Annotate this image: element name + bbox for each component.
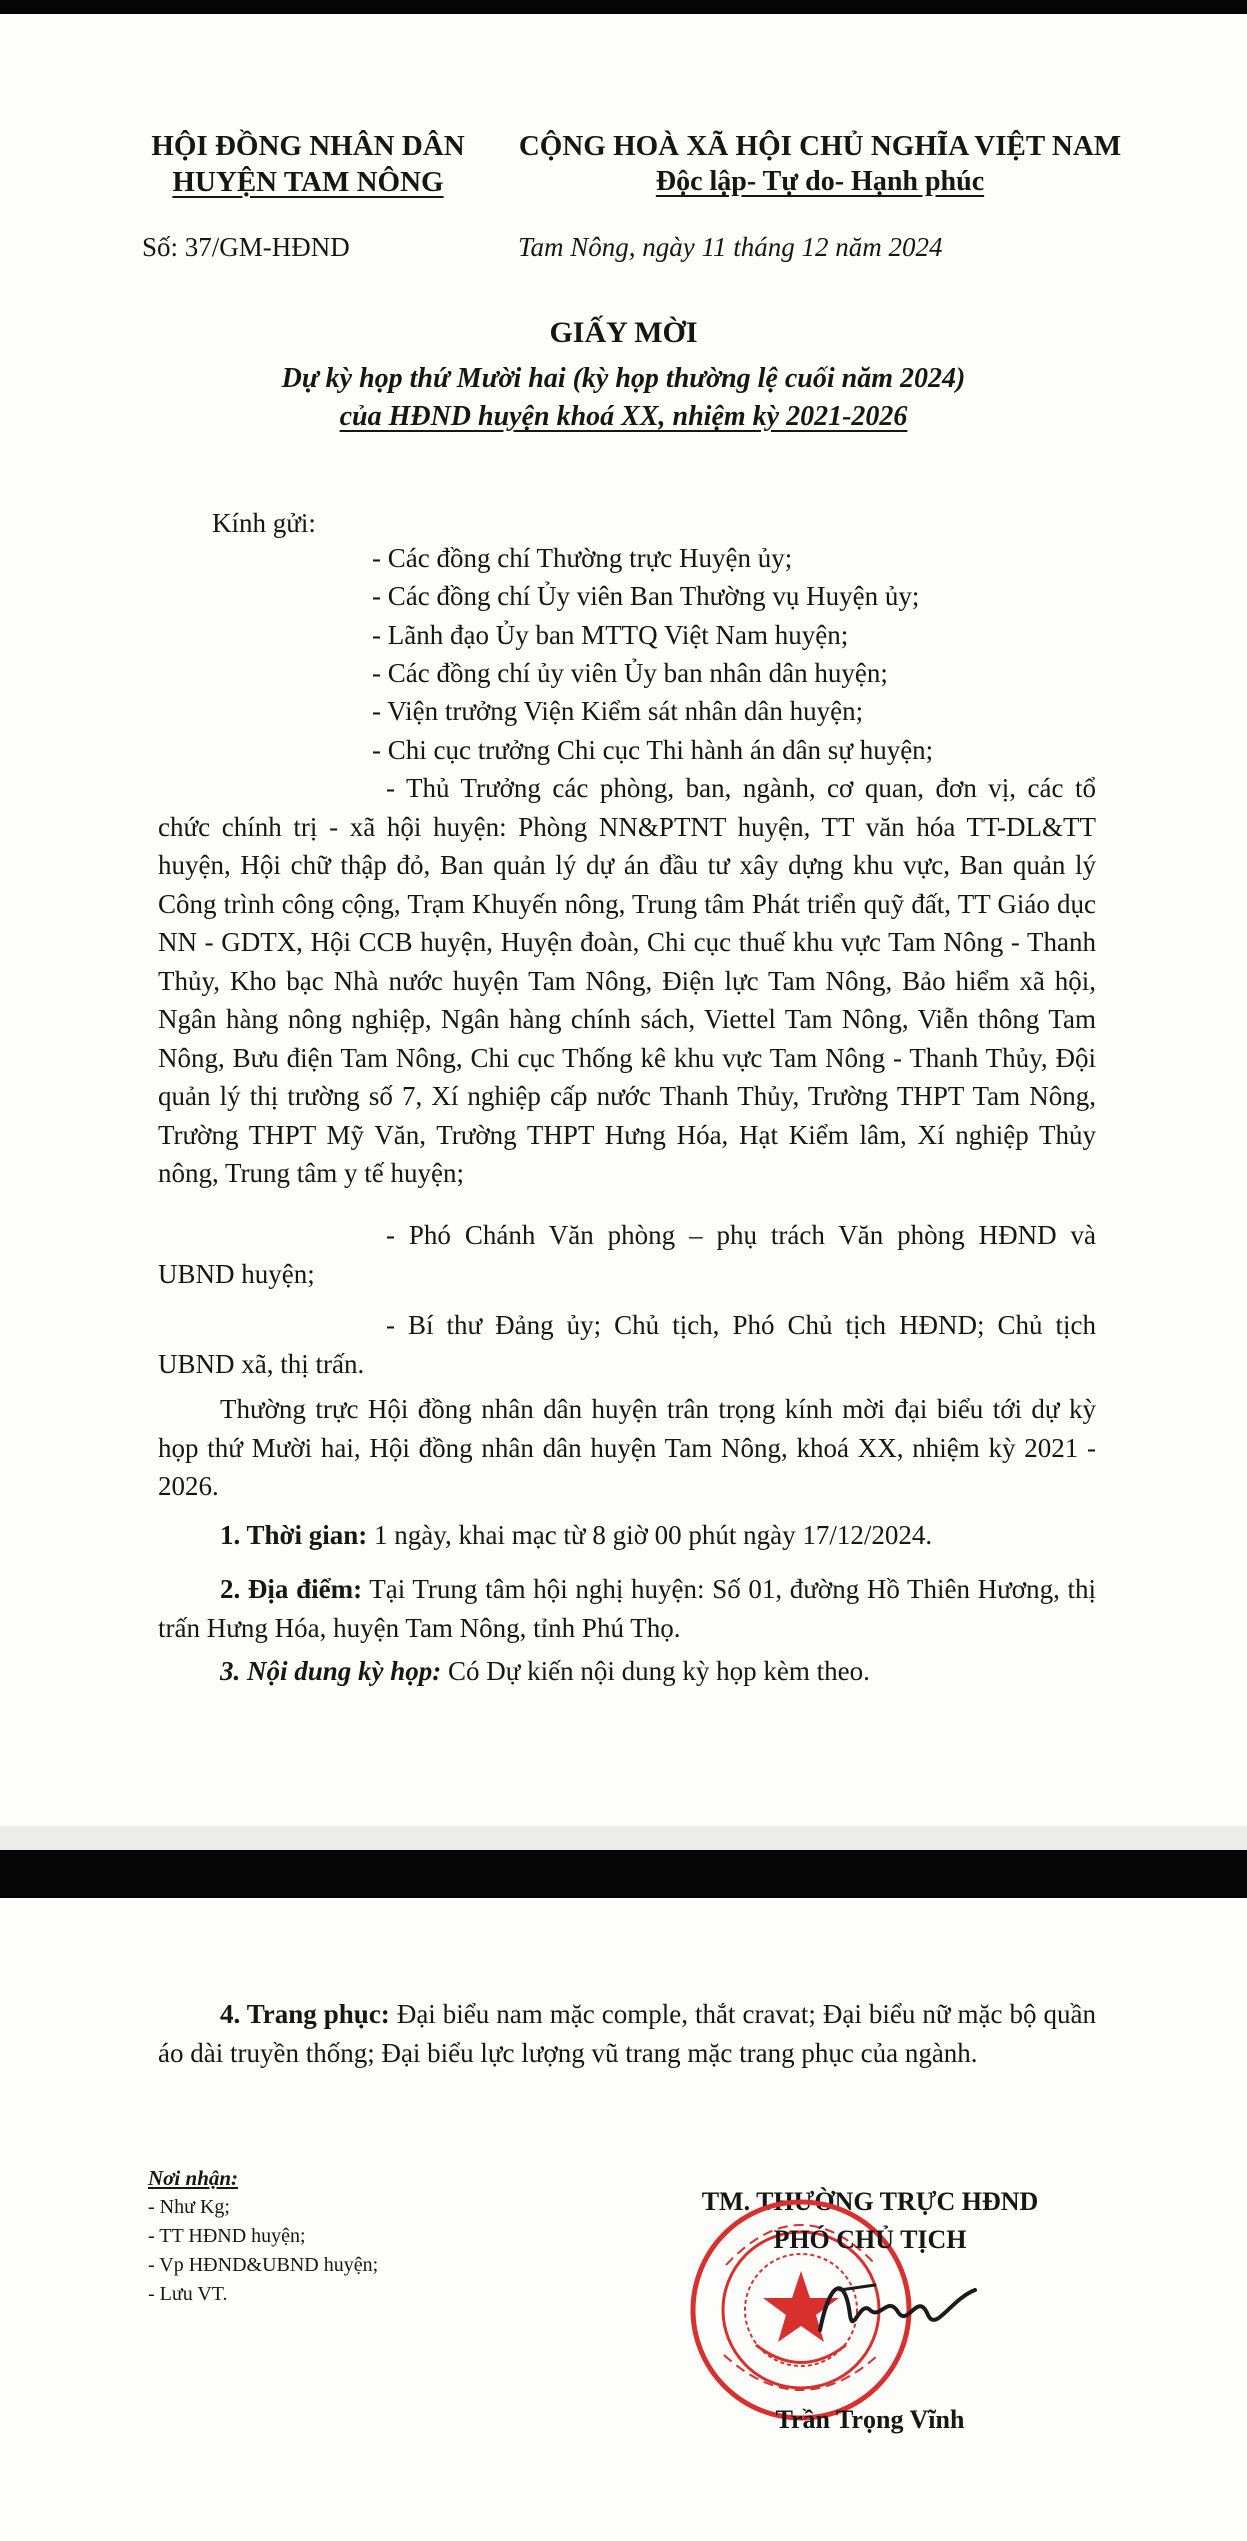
- recipient-commune: - Bí thư Đảng ủy; Chủ tịch, Phó Chủ tịch HĐND; Chủ tịch UBND xã, thị trấn.: [158, 1310, 1096, 1379]
- noi-nhan-heading: Nơi nhận:: [148, 2166, 239, 2190]
- noi-nhan-item: - TT HĐND huyện;: [148, 2225, 306, 2247]
- item-text: Tại Trung tâm hội nghị huyện: Số 01, đường Hồ Thiên Hương, thị trấn Hưng Hóa, huyện Tam Nông, tỉnh Phú Thọ.: [158, 1574, 1097, 1643]
- item-text: 1 ngày, khai mạc từ 8 giờ 00 phút ngày 17/12/2024.: [367, 1520, 933, 1550]
- invitation-intro: Thường trực Hội đồng nhân dân huyện trân trọng kính mời đại biểu tới dự kỳ họp thứ Mười hai, Hội đồng nhân dân huyện Tam Nông, khoá XX, nhiệm kỳ 2021 - 2026.: [158, 1394, 1096, 1501]
- item-attire: [158, 1995, 1096, 2072]
- item-text: Đại biểu nam mặc comple, thắt cravat; Đại biểu nữ mặc bộ quần áo dài truyền thống; Đại biểu lực lượng vũ trang mặc trang phục của ngành.: [158, 1999, 1096, 2068]
- motto-line: Độc lập- Tự do- Hạnh phúc: [655, 166, 985, 197]
- item-time: [158, 1516, 1096, 1555]
- item-text: Có Dự kiến nội dung kỳ họp kèm theo.: [441, 1656, 870, 1686]
- document-subtitle-1: Dự kỳ họp thứ Mười hai (kỳ họp thường lệ cuối năm 2024): [281, 363, 966, 394]
- signer-name: Trần Trọng Vĩnh: [775, 2405, 965, 2434]
- national-title: [500, 128, 1140, 200]
- document-subtitle-2: của HĐND huyện khoá XX, nhiệm kỳ 2021-2026: [339, 401, 908, 432]
- recipient-office: - Phó Chánh Văn phòng – phụ trách Văn phòng HĐND và UBND huyện;: [158, 1220, 1096, 1289]
- signature-title: TM. THƯỜNG TRỰC HĐND: [701, 2187, 1039, 2216]
- item-label: 4. Trang phục:: [220, 1999, 390, 2029]
- recipient-item: - Các đồng chí ủy viên Ủy ban nhân dân huyện;: [372, 658, 888, 688]
- kinh-gui-label: Kính gửi:: [212, 508, 316, 538]
- nation-line: CỘNG HOÀ XÃ HỘI CHỦ NGHĨA VIỆT NAM: [518, 130, 1122, 162]
- page-gap: [0, 1826, 1247, 1850]
- item-label: 2. Địa điểm:: [220, 1574, 363, 1604]
- issuing-organization: [138, 128, 478, 200]
- handwritten-signature-icon: [800, 2260, 990, 2360]
- recipient-item: - Các đồng chí Ủy viên Ban Thường vụ Huyện ủy;: [372, 581, 920, 611]
- document-number: Số: 37/GM-HĐND: [142, 232, 350, 262]
- recipient-item: - Các đồng chí Thường trực Huyện ủy;: [372, 543, 793, 573]
- document-title: GIẤY MỜI: [549, 316, 698, 349]
- recipient-item: - Chi cục trưởng Chi cục Thi hành án dân sự huyện;: [372, 735, 934, 765]
- page-separator: [0, 1850, 1247, 1898]
- noi-nhan-item: - Vp HĐND&UBND huyện;: [148, 2254, 379, 2276]
- org-line-1: HỘI ĐỒNG NHÂN DÂN: [151, 130, 465, 162]
- recipient-item: - Lãnh đạo Ủy ban MTTQ Việt Nam huyện;: [372, 620, 849, 650]
- item-location: [158, 1570, 1096, 1647]
- item-content: [158, 1652, 1096, 1691]
- scan-edge-top: [0, 0, 1247, 14]
- org-line-2: HUYỆN TAM NÔNG: [172, 166, 444, 198]
- noi-nhan-item: - Như Kg;: [148, 2196, 230, 2218]
- recipients-footer: [148, 2164, 378, 2309]
- recipient-item: - Viện trưởng Viện Kiểm sát nhân dân huyện;: [372, 696, 864, 726]
- item-label: 1. Thời gian:: [220, 1520, 368, 1550]
- item-label: 3. Nội dung kỳ họp:: [220, 1656, 442, 1686]
- recipient-long-list: - Thủ Trưởng các phòng, ban, ngành, cơ quan, đơn vị, các tổ chức chính trị - xã hội huyện: Phòng NN&PTNT huyện, TT văn hóa TT-DL&TT huyện, Hội chữ thập đỏ, Ban quản lý dự án đầu tư xây dựng khu vực, Ban quản lý Công trình công cộng, Trạm Khuyến nông, Trung tâm Phát triển quỹ đất, TT Giáo dục NN - GDTX, Hội CCB huyện, Huyện đoàn, Chi cục thuế khu vực Tam Nông - Thanh Thủy, Kho bạc Nhà nước huyện Tam Nông, Điện lực Tam Nông, Bảo hiểm xã hội, Ngân hàng nông nghiệp, Ngân hàng chính sách, Viettel Tam Nông, Viễn thông Tam Nông, Bưu điện Tam Nông, Chi cục Thống kê khu vực Tam Nông - Thanh Thủy, Đội quản lý thị trường số 7, Xí nghiệp cấp nước Thanh Thủy, Trường THPT Tam Nông, Trường THPT Mỹ Văn, Trường THPT Hưng Hóa, Hạt Kiểm lâm, Xí nghiệp Thủy nông, Trung tâm y tế huyện;: [158, 773, 1096, 1188]
- signer-position: PHÓ CHỦ TỊCH: [773, 2225, 967, 2254]
- noi-nhan-item: - Lưu VT.: [148, 2283, 228, 2305]
- document-date: Tam Nông, ngày 11 tháng 12 năm 2024: [518, 232, 943, 262]
